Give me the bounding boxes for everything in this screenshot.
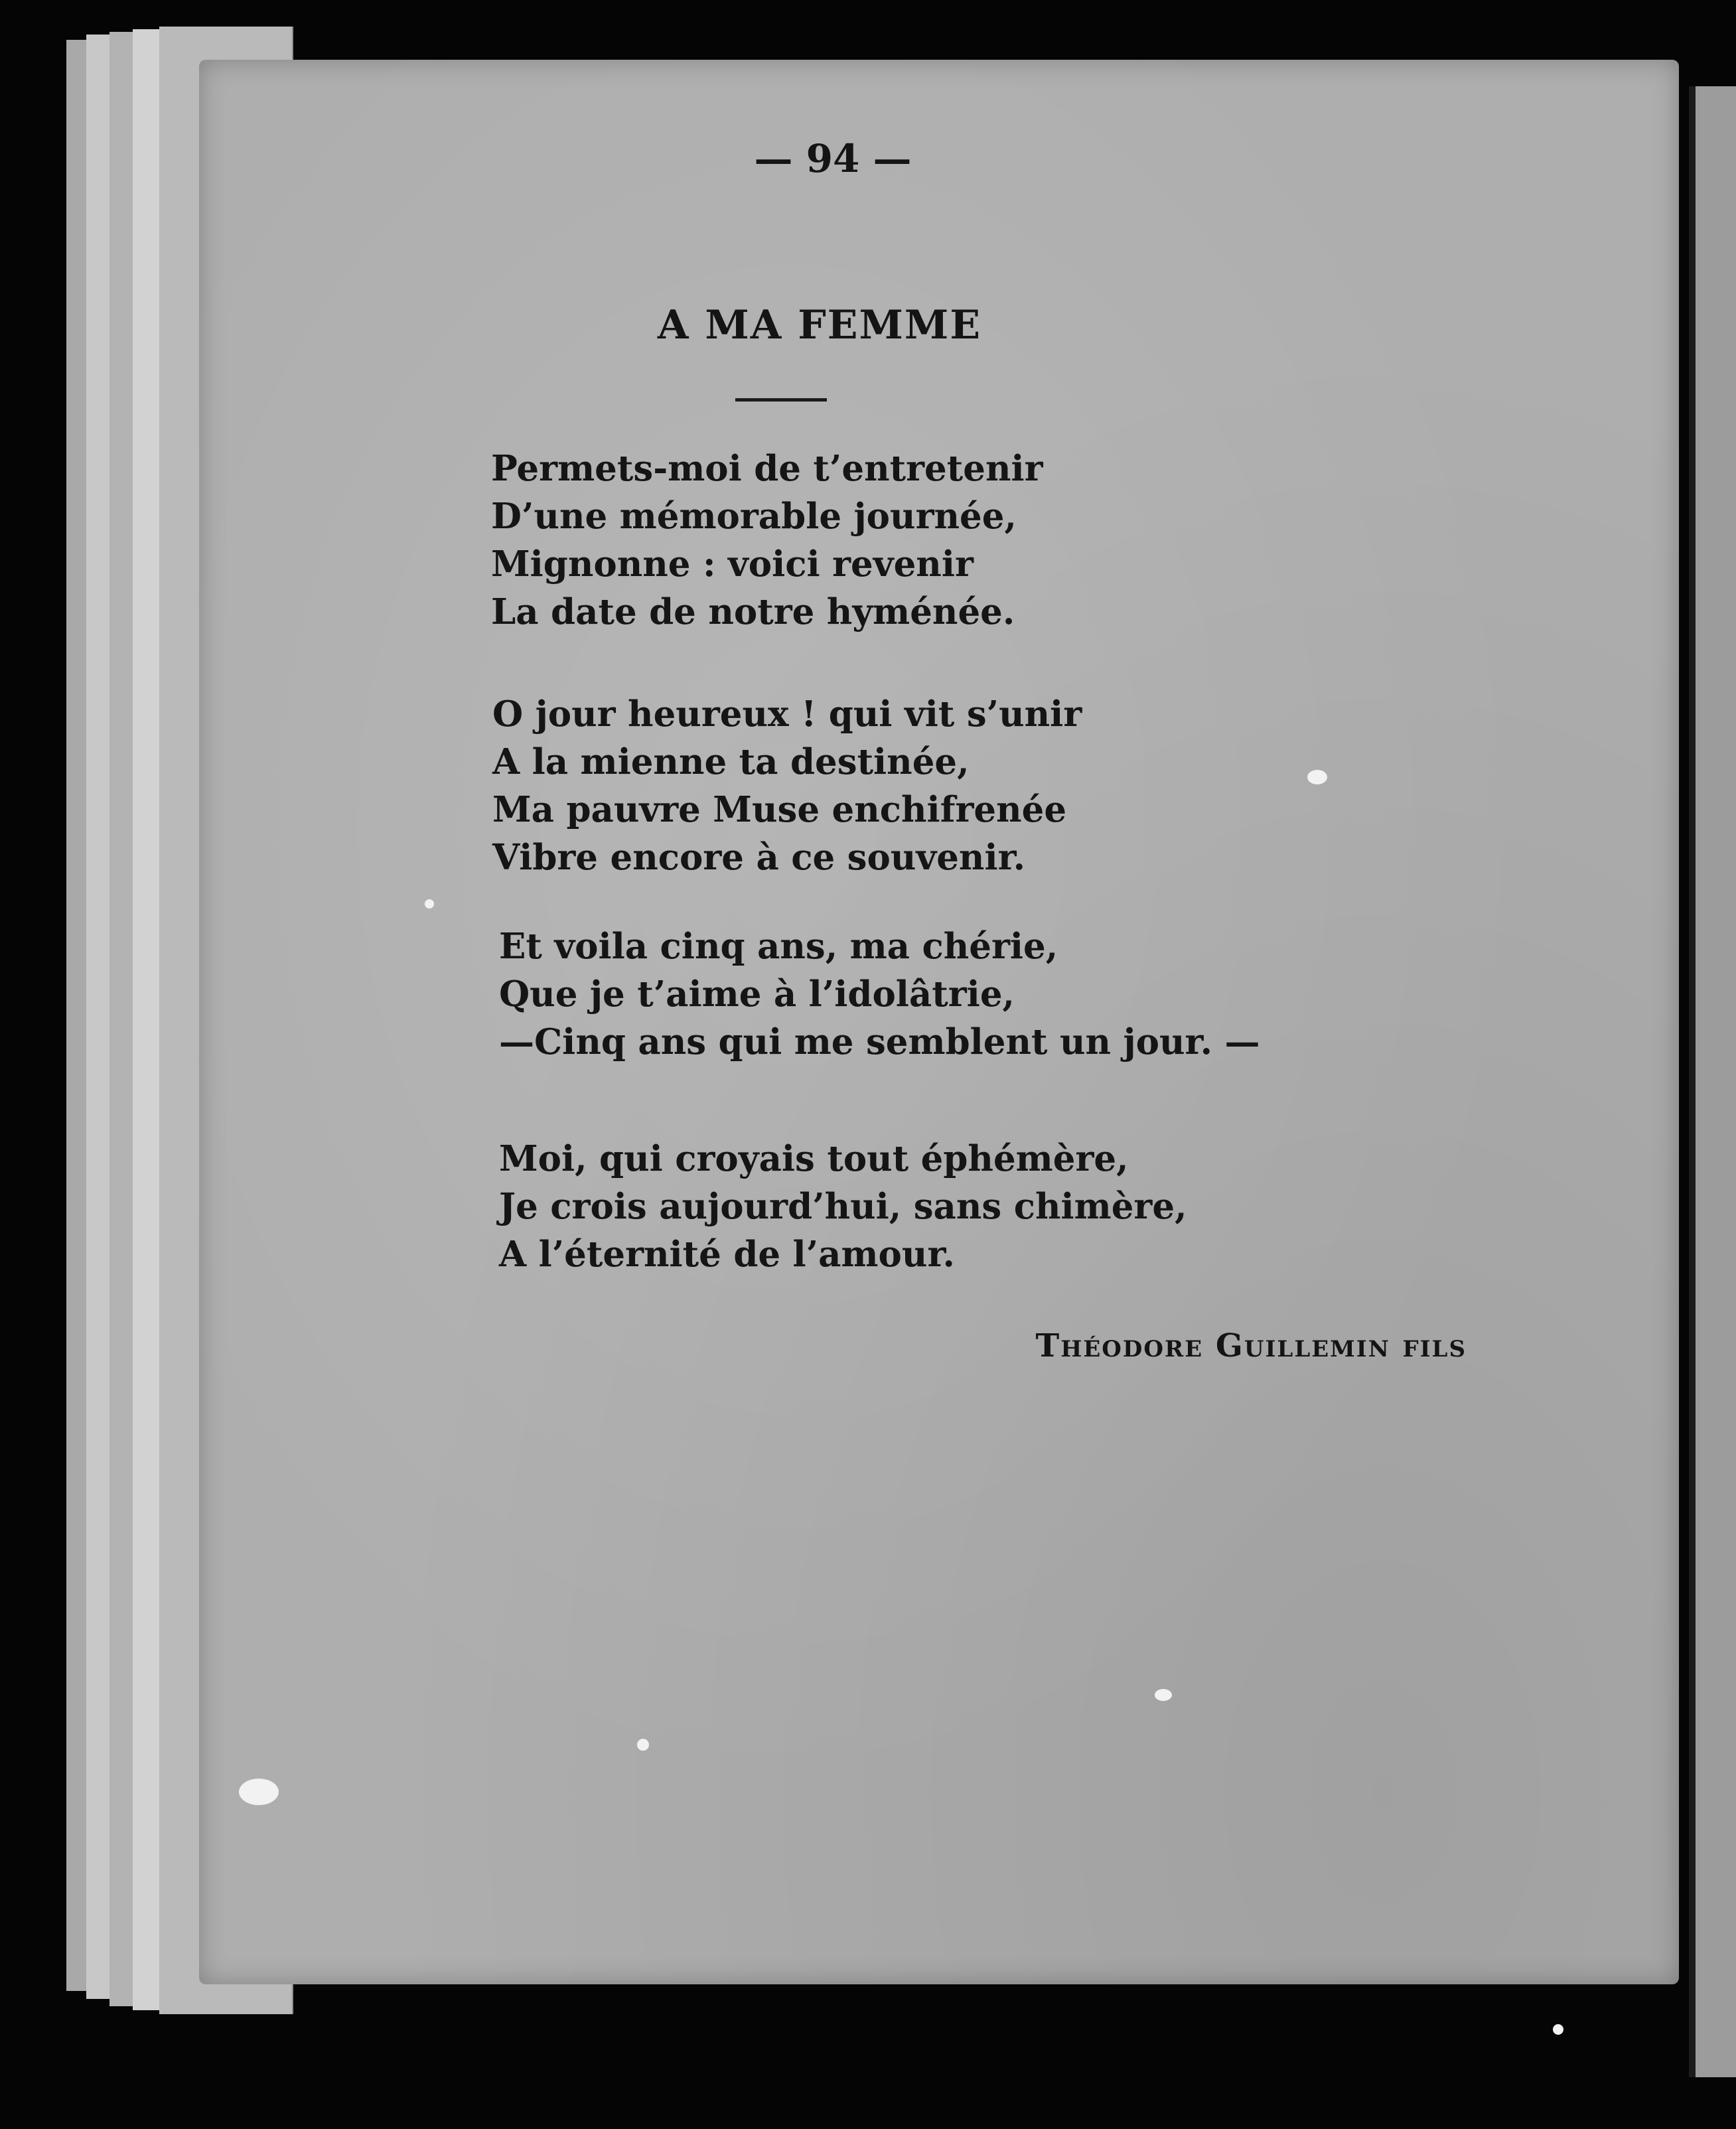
poem-author: Théodore Guillemin fils [1035,1327,1467,1364]
poem-title: A MA FEMME [657,302,982,348]
poem-line: Permets-moi de t’entretenir [491,448,1043,489]
facing-page-edge [1689,86,1736,2077]
scan-speck [637,1739,649,1751]
poem-line: A l’éternité de l’amour. [499,1234,955,1275]
poem-stanza-4 [499,1135,1187,1278]
page-number: — 94 — [754,136,912,181]
title-rule [735,398,827,402]
poem-line: D’une mémorable journée, [491,496,1017,537]
poem-line: Vibre encore à ce souvenir. [492,837,1026,878]
scan-speck [1307,770,1327,784]
poem-line: Ma pauvre Muse enchifrenée [492,789,1067,830]
poem-line: O jour heureux ! qui vit s’unir [492,694,1082,735]
scan-speck [239,1779,279,1805]
poem-line: Et voila cinq ans, ma chérie, [499,926,1058,967]
scan-speck [1155,1689,1172,1701]
poem-line: Je crois aujourd’hui, sans chimère, [499,1186,1187,1227]
scan-speck [425,899,434,909]
poem-stanza-3 [499,922,1260,1066]
poem-line: Que je t’aime à l’idolâtrie, [499,974,1015,1015]
poem-line: Mignonne : voici revenir [491,544,974,585]
poem-stanza-1 [491,445,1043,636]
poem-line: —Cinq ans qui me semblent un jour. — [499,1021,1260,1063]
scan-speck [1553,2024,1563,2035]
poem-stanza-2 [492,690,1082,881]
poem-line: La date de notre hyménée. [491,591,1015,632]
poem-line: A la mienne ta destinée, [492,741,970,782]
poem-line: Moi, qui croyais tout éphémère, [499,1138,1129,1179]
